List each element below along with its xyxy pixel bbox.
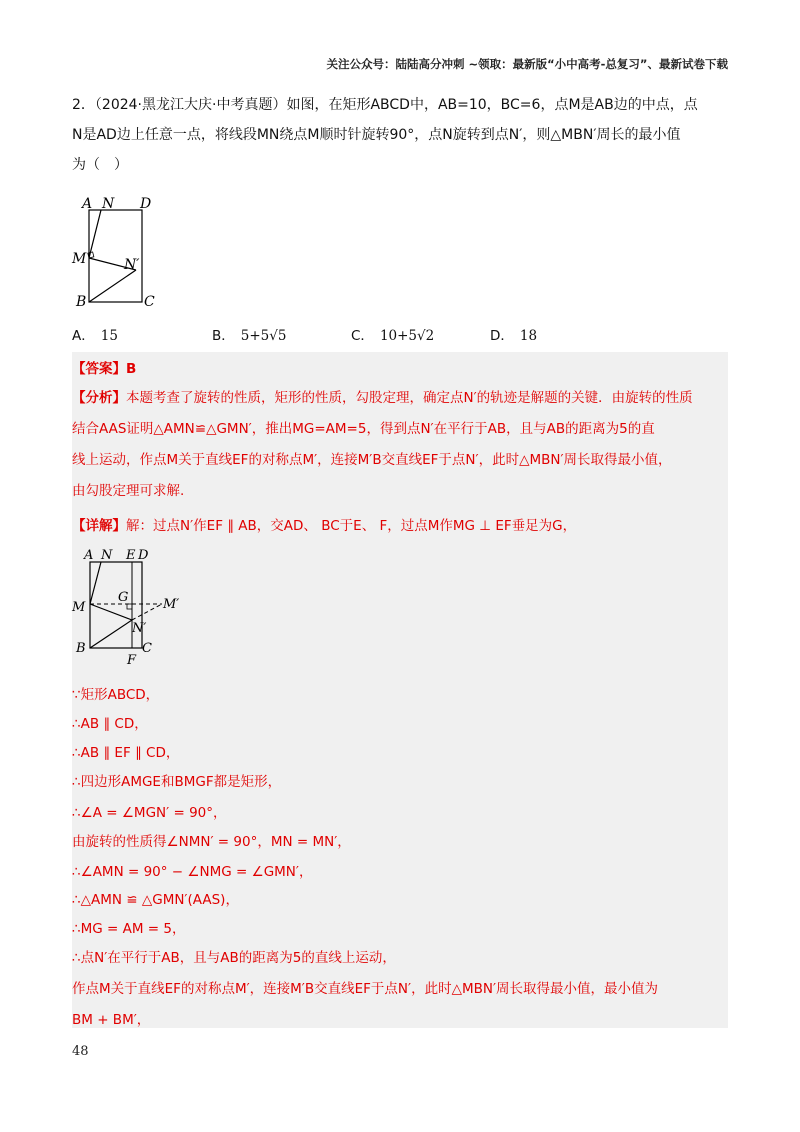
- page-header: 关注公众号：陆陆高分冲刺 ~领取：最新版“小中高考-总复习”、最新试卷下载: [326, 57, 728, 71]
- label2-c: C: [142, 641, 152, 656]
- step-line: ∴AB ∥ EF ∥ CD，: [72, 745, 180, 761]
- segment-b-n-prime: [90, 620, 132, 648]
- label2-m-prime: M′: [163, 597, 180, 612]
- label-n-prime: N′: [124, 257, 140, 273]
- label2-f: F: [127, 653, 137, 668]
- label-c: C: [144, 294, 155, 310]
- question-text-1: 如图，在矩形ABCD中，AB=10，BC=6，点M是AB边的中点，点: [286, 97, 698, 113]
- options-row: [72, 324, 728, 350]
- label-m: M: [72, 251, 87, 267]
- step-line: 作点M关于直线EF的对称点M′，连接M′B交直线EF于点N′，此时△MBN′周长取得最小值，最小值为: [72, 981, 659, 997]
- label2-n: N: [101, 548, 113, 563]
- step-line: ∴AB ∥ CD，: [72, 716, 148, 732]
- answer-value: B: [126, 361, 137, 377]
- label2-d: D: [138, 548, 149, 563]
- answer-label: 【答案】: [72, 361, 126, 377]
- step-line: ∴∠A = ∠MGN′ = 90°，: [72, 805, 227, 821]
- question-line-1: [72, 90, 728, 120]
- segment-m-n-prime: [90, 604, 132, 620]
- question-source: （2024·黑龙江大庆·中考真题）: [94, 97, 287, 113]
- label-d: D: [140, 196, 152, 212]
- segment-mn-2: [90, 562, 101, 604]
- analysis-line-2: 结合AAS证明△AMN≌△GMN′，推出MG=AM=5，得到点N′在平行于AB，且与AB的距离为5的直: [72, 421, 655, 437]
- label2-m: M: [72, 600, 86, 615]
- detail-label: 【详解】: [72, 518, 126, 534]
- step-line: ∴四边形AMGE和BMGF都是矩形，: [72, 774, 282, 790]
- question-figure: [62, 190, 172, 314]
- label-b: B: [76, 294, 87, 310]
- segment-mn: [89, 210, 101, 258]
- step-line: ∴MG = AM = 5，: [72, 921, 186, 937]
- label2-n-prime: N′: [132, 621, 147, 636]
- option-a: A． 15: [72, 328, 118, 344]
- question-number: 2．: [72, 97, 95, 113]
- answer-line: [72, 357, 136, 377]
- step-line: 由旋转的性质得∠NMN′ = 90°，MN = MN′，: [72, 834, 351, 850]
- segment-bn-prime: [89, 270, 136, 302]
- step-line: ∵矩形ABCD，: [72, 687, 160, 703]
- question-line-2: N是AD边上任意一点，将线段MN绕点M顺时针旋转90°，点N旋转到点N′，则△MBN′周长的最小值: [72, 127, 681, 143]
- label-a: A: [82, 196, 93, 212]
- analysis-line-3: 线上运动，作点M关于直线EF的对称点M′，连接M′B交直线EF于点N′，此时△MBN′周长取得最小值，: [72, 452, 672, 468]
- step-line: BM + BM′，: [72, 1012, 151, 1028]
- option-b: B． 5+5√5: [212, 328, 287, 344]
- page-number: 48: [72, 1044, 89, 1059]
- step-line: ∴∠AMN = 90° − ∠NMG = ∠GMN′，: [72, 864, 313, 880]
- label2-e: E: [126, 548, 136, 563]
- analysis-label: 【分析】: [72, 390, 126, 406]
- label2-b: B: [76, 641, 86, 656]
- label2-g: G: [118, 590, 129, 605]
- option-d: D． 18: [490, 328, 538, 344]
- solution-figure: [70, 544, 190, 668]
- detail-line-1: 【详解】解：过点N′作EF ∥ AB，交AD、 BC于E、 F，过点M作MG ⊥ EF垂足为G，: [72, 518, 577, 534]
- step-line: ∴点N′在平行于AB，且与AB的距离为5的直线上运动，: [72, 950, 396, 966]
- step-line: ∴△AMN ≌ △GMN′(AAS)，: [72, 892, 239, 908]
- segment-n-prime-m-prime: [132, 604, 162, 620]
- question-line-3: 为（ ）: [72, 157, 128, 173]
- label2-a: A: [84, 548, 94, 563]
- analysis-line-1: 【分析】本题考查了旋转的性质，矩形的性质，勾股定理，确定点N′的轨迹是解题的关键．由旋转的性质: [72, 390, 693, 406]
- label-n: N: [102, 196, 115, 212]
- question-block: [72, 90, 728, 180]
- analysis-line-4: 由勾股定理可求解.: [72, 483, 185, 499]
- option-c: C． 10+5√2: [351, 328, 435, 344]
